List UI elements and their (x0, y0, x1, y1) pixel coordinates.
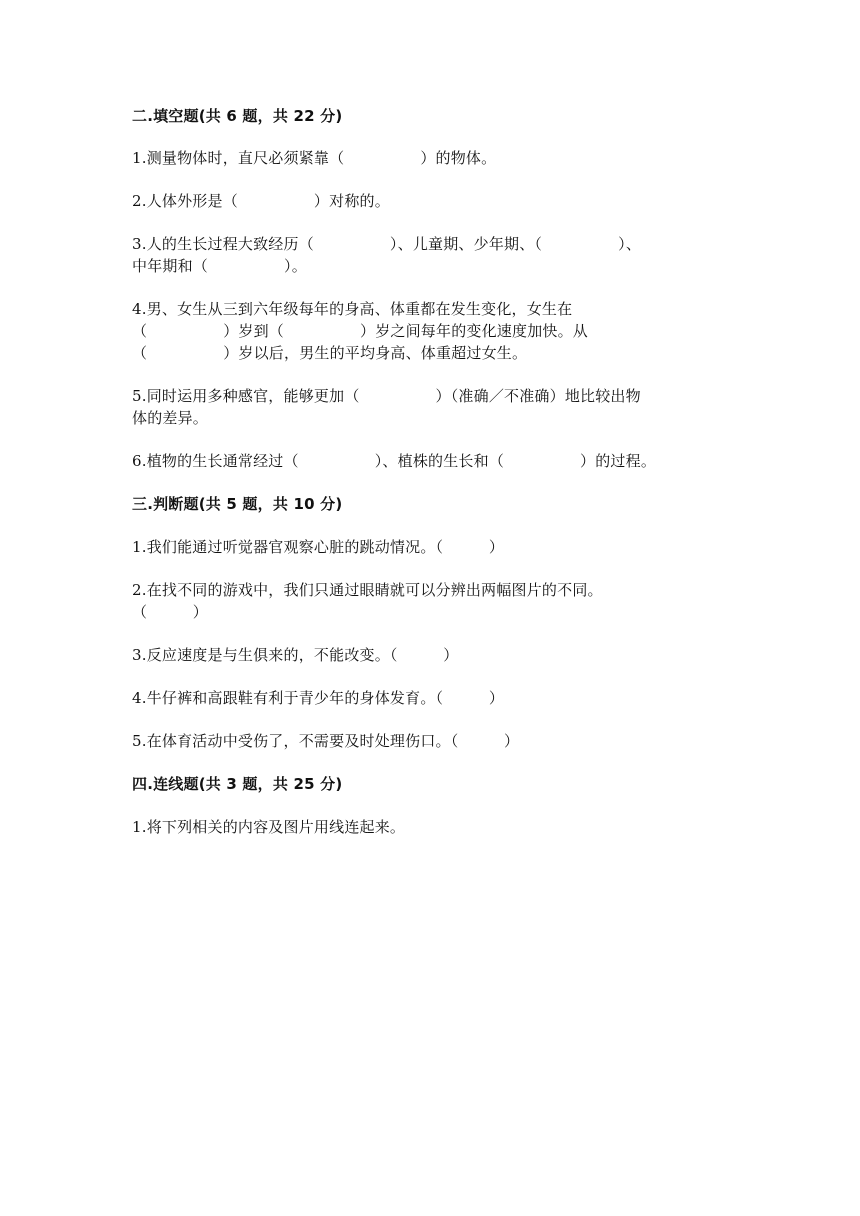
fill-in-question-2: 2.人体外形是（ ）对称的。 (132, 192, 390, 210)
fill-in-question-3-line-1: 3.人的生长过程大致经历（ ）、儿童期、少年期、（ ）、 (132, 235, 642, 253)
fill-in-section-heading: 二.填空题(共 6 题，共 22 分) (132, 107, 343, 125)
judgment-question-3: 3.反应速度是与生俱来的，不能改变。（ ） (132, 646, 459, 664)
matching-section-heading: 四.连线题(共 3 题，共 25 分) (132, 775, 343, 793)
fill-in-question-4-line-3: （ ）岁以后，男生的平均身高、体重超过女生。 (132, 344, 528, 362)
fill-in-question-4-line-1: 4.男、女生从三到六年级每年的身高、体重都在发生变化，女生在 (132, 300, 573, 318)
fill-in-question-5-line-1: 5.同时运用多种感官，能够更加（ ）（准确／不准确）地比较出物 (132, 387, 641, 405)
fill-in-question-3-line-2: 中年期和（ ）。 (132, 257, 307, 275)
judgment-question-2-line-2: （ ） (132, 603, 209, 621)
fill-in-question-5-line-2: 体的差异。 (132, 409, 209, 427)
judgment-question-1: 1.我们能通过听觉器官观察心脏的跳动情况。（ ） (132, 538, 505, 556)
fill-in-question-6: 6.植物的生长通常经过（ ）、植株的生长和（ ）的过程。 (132, 452, 657, 470)
judgment-section-heading: 三.判断题(共 5 题，共 10 分) (132, 495, 343, 513)
judgment-question-5: 5.在体育活动中受伤了，不需要及时处理伤口。（ ） (132, 732, 520, 750)
judgment-question-2-line-1: 2.在找不同的游戏中，我们只通过眼睛就可以分辨出两幅图片的不同。 (132, 581, 603, 599)
judgment-question-4: 4.牛仔裤和高跟鞋有利于青少年的身体发育。（ ） (132, 689, 505, 707)
fill-in-question-1: 1.测量物体时，直尺必须紧靠（ ）的物体。 (132, 149, 497, 167)
fill-in-question-4-line-2: （ ）岁到（ ）岁之间每年的变化速度加快。从 (132, 322, 589, 340)
matching-question-1: 1.将下列相关的内容及图片用线连起来。 (132, 818, 406, 836)
